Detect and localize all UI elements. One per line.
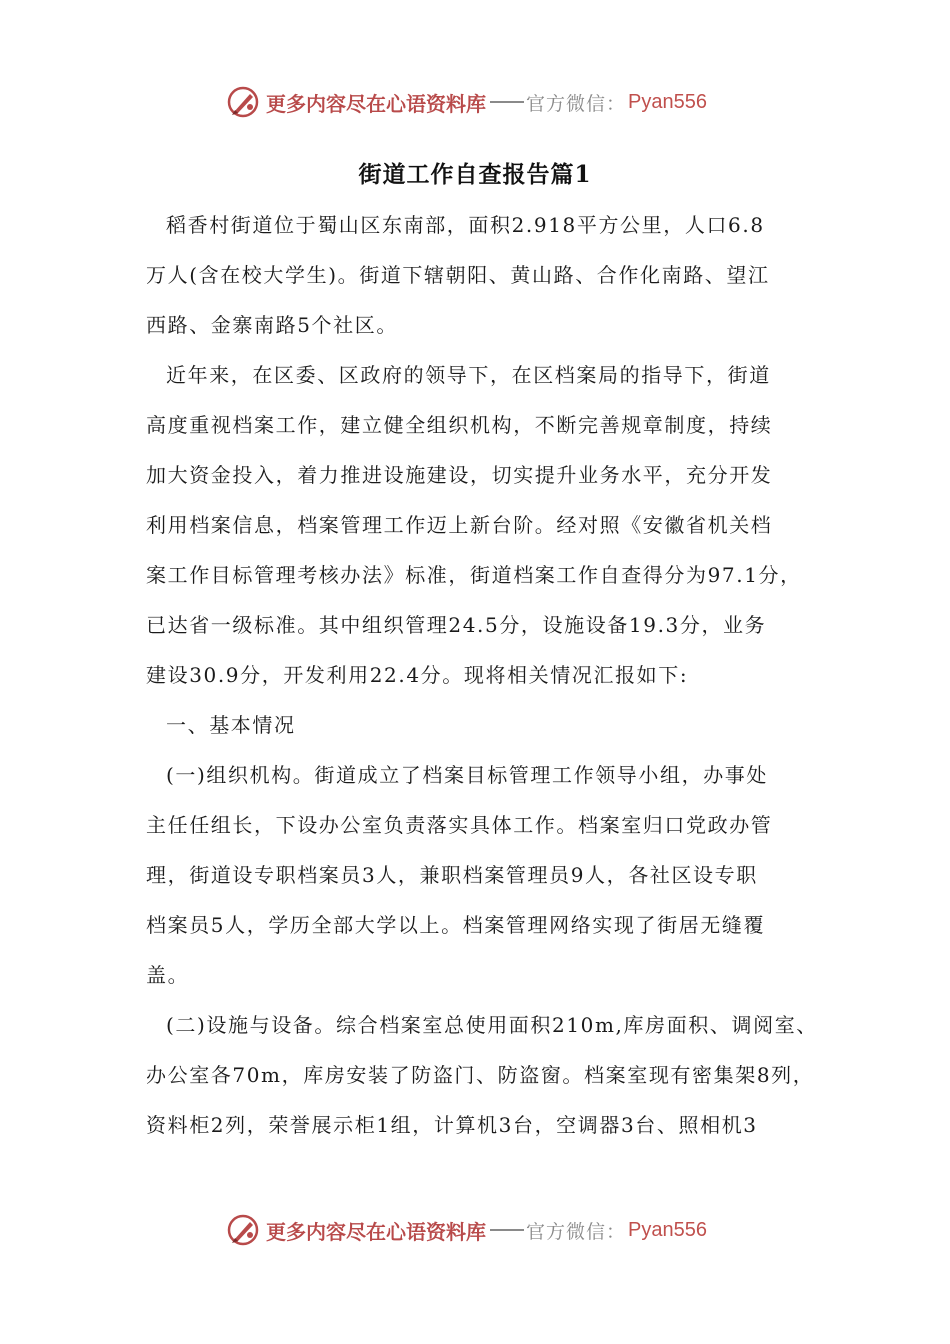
banner-wechat-id: Pyan556: [628, 1218, 707, 1241]
banner-dash: [490, 101, 524, 103]
banner-dash: [490, 1229, 524, 1231]
paragraph-line: 档案员5人，学历全部大学以上。档案管理网络实现了街居无缝覆: [146, 913, 766, 937]
footer-banner: [226, 1212, 707, 1248]
banner-brand-text: 更多内容尽在心语资料库: [266, 91, 486, 116]
paragraph-line: 建设30.9分，开发利用22.4分。现将相关情况汇报如下:: [146, 663, 689, 687]
paragraph-line: 稻香村街道位于蜀山区东南部，面积2.918平方公里，人口6.8: [166, 213, 765, 237]
banner-official-label: 官方微信：: [526, 1220, 627, 1243]
paragraph-line: 万人(含在校大学生)。街道下辖朝阳、黄山路、合作化南路、望江: [146, 263, 770, 287]
document-title: 街道工作自查报告篇1: [358, 161, 592, 188]
pen-logo-icon: [226, 1213, 260, 1247]
banner-official-label: 官方微信：: [526, 92, 627, 115]
section-heading: 一、基本情况: [166, 713, 296, 737]
paragraph-line: (一)组织机构。街道成立了档案目标管理工作领导小组，办事处: [166, 763, 769, 787]
paragraph-line: 盖。: [146, 963, 190, 987]
paragraph-line: 主任任组长，下设办公室负责落实具体工作。档案室归口党政办管: [146, 813, 773, 837]
paragraph-line: (二)设施与设备。综合档案室总使用面积210m,库房面积、调阅室、: [166, 1013, 818, 1037]
paragraph-line: 近年来，在区委、区政府的领导下，在区档案局的指导下，街道: [166, 363, 771, 387]
document-body: [146, 200, 826, 1150]
paragraph-line: 办公室各70m，库房安装了防盗门、防盗窗。档案室现有密集架8列，: [146, 1063, 815, 1087]
paragraph-line: 西路、金寨南路5个社区。: [146, 313, 398, 337]
paragraph-line: 利用档案信息，档案管理工作迈上新台阶。经对照《安徽省机关档: [146, 513, 773, 537]
paragraph-line: 资料柜2列，荣誉展示柜1组，计算机3台，空调器3台、照相机3: [146, 1113, 758, 1137]
paragraph-line: 理，街道设专职档案员3人，兼职档案管理员9人，各社区设专职: [146, 863, 758, 887]
banner-wechat-id: Pyan556: [628, 90, 707, 113]
paragraph-line: 加大资金投入，着力推进设施建设，切实提升业务水平，充分开发: [146, 463, 773, 487]
paragraph-line: 高度重视档案工作，建立健全组织机构，不断完善规章制度，持续: [146, 413, 773, 437]
paragraph-line: 已达省一级标准。其中组织管理24.5分，设施设备19.3分，业务: [146, 613, 767, 637]
pen-logo-icon: [226, 85, 260, 119]
banner-brand-text: 更多内容尽在心语资料库: [266, 1219, 486, 1244]
paragraph-line: 案工作目标管理考核办法》标准，街道档案工作自查得分为97.1分，: [146, 563, 802, 587]
header-banner: [226, 84, 707, 120]
